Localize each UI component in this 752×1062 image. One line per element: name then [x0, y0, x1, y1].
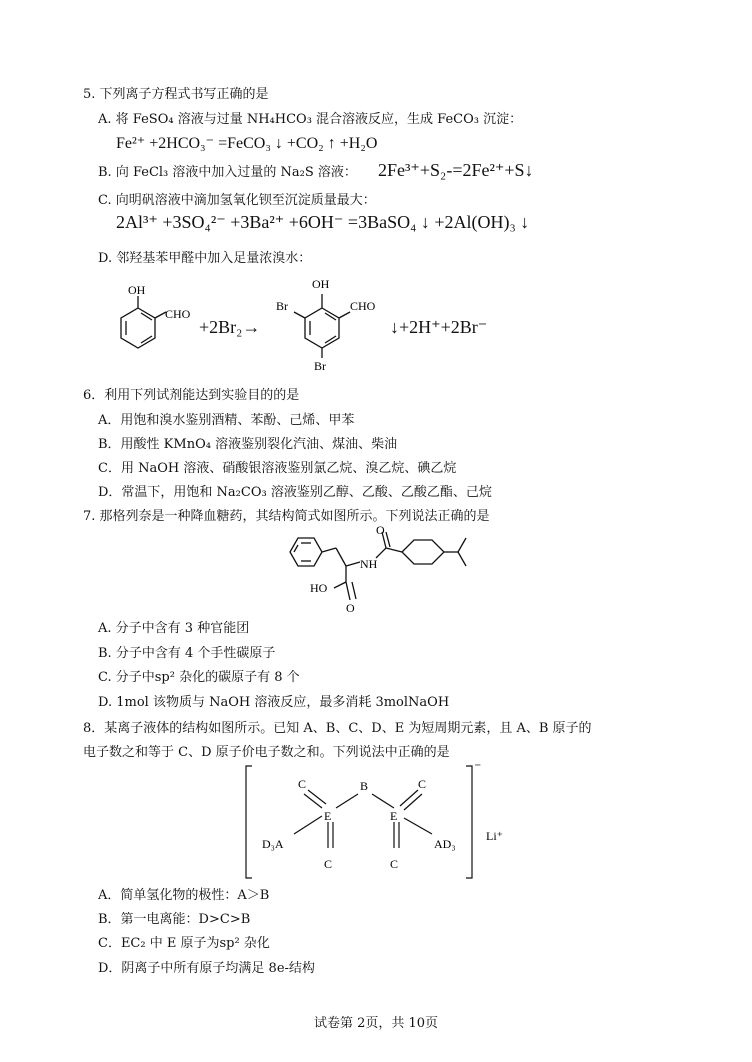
- product-cho-label: CHO: [350, 299, 376, 313]
- q8-e-right: E: [390, 809, 398, 823]
- q7-option-a: A. 分子中含有 3 种官能团: [98, 621, 250, 636]
- q5-option-b-equation: 2Fe³⁺+S₂-=2Fe²⁺+S↓: [378, 160, 534, 180]
- q6-option-d: D．常温下，用饱和 Na₂CO₃ 溶液鉴别乙醇、乙酸、乙酸乙酯、己烷: [98, 485, 492, 500]
- q8-li-cation: Li⁺: [486, 829, 503, 843]
- product-br-bottom: Br: [314, 359, 326, 373]
- q8-e-left: E: [324, 809, 332, 823]
- ionic-liquid-structure: [240, 762, 530, 884]
- dibromo-salicylaldehyde-structure: [272, 272, 392, 374]
- q8-b-center: B: [360, 779, 369, 793]
- q8-d3a-label: D₃A: [262, 837, 284, 851]
- q8-option-c: C．EC₂ 中 E 原子为sp² 杂化: [98, 936, 270, 951]
- q5-option-a-equation: Fe²⁺ +2HCO₃⁻ =FeCO₃ ↓ +CO₂ ↑ +H₂O: [116, 135, 378, 152]
- q7-carbonyl-o: O: [376, 526, 385, 537]
- product-oh-label: OH: [312, 277, 330, 291]
- q8-option-a: A．简单氢化物的极性：A＞B: [98, 888, 270, 903]
- q5-option-b-label: B. 向 FeCl₃ 溶液中加入过量的 Na₂S 溶液：: [98, 165, 357, 180]
- cho-label: CHO: [165, 307, 191, 321]
- q8-anion-charge: ⁻: [474, 762, 482, 776]
- oh-label: OH: [128, 283, 146, 297]
- q7-option-d: D. 1mol 该物质与 NaOH 溶液反应，最多消耗 3molNaOH: [98, 695, 450, 710]
- q5-d-reactant-text: +2Br₂→: [199, 317, 261, 337]
- page-footer: 试卷第 2页，共 10页: [313, 1016, 439, 1031]
- q6-option-c: C．用 NaOH 溶液、硝酸银溶液鉴别氯乙烷、溴乙烷、碘乙烷: [98, 461, 457, 476]
- q5-option-c-equation: 2Al³⁺ +3SO₄²⁻ +3Ba²⁺ +6OH⁻ =3BaSO₄ ↓ +2Al(OH)₃ ↓: [116, 212, 530, 232]
- q8-c-bottom-left: C: [324, 857, 333, 871]
- q7-acid-o: O: [346, 601, 355, 615]
- q7-nh-label: NH: [360, 557, 378, 571]
- q7-ho-label: HO: [310, 581, 328, 595]
- q6-stem: 6．利用下列试剂能达到实验目的的是: [83, 388, 300, 403]
- q8-stem-line-2: 电子数之和等于 C、D 原子价电子数之和。下列说法中正确的是: [83, 745, 450, 760]
- q8-option-d: D．阴离子中所有原子均满足 8e-结构: [98, 961, 315, 976]
- q7-stem: 7. 那格列奈是一种降血糖药，其结构简式如图所示。下列说法正确的是: [83, 509, 490, 524]
- q8-stem-line-1: 8．某离子液体的结构如图所示。已知 A、B、C、D、E 为短周期元素，且 A、B 原子的: [83, 721, 592, 736]
- q5-stem: 5. 下列离子方程式书写正确的是: [83, 87, 269, 102]
- q6-option-a: A．用饱和溴水鉴别酒精、苯酚、己烯、甲苯: [98, 413, 355, 428]
- q5-option-d: D. 邻羟基苯甲醛中加入足量浓溴水：: [98, 251, 312, 266]
- q8-option-b: B．第一电离能：D>C>B: [98, 912, 251, 927]
- salicylaldehyde-structure: [108, 282, 204, 362]
- q8-ad3-label: AD₃: [434, 837, 456, 851]
- q5-d-product-text: ↓+2H⁺+2Br⁻: [390, 317, 488, 337]
- q7-option-c: C. 分子中sp² 杂化的碳原子有 8 个: [98, 670, 300, 685]
- q8-c-top-right: C: [418, 777, 427, 791]
- q5-option-a: A. 将 FeSO₄ 溶液与过量 NH₄HCO₃ 混合溶液反应，生成 FeCO₃ 沉淀：: [98, 112, 523, 127]
- q6-option-b: B．用酸性 KMnO₄ 溶液鉴别裂化汽油、煤油、柴油: [98, 437, 398, 452]
- nateglinide-structure: [278, 526, 508, 618]
- q8-c-bottom-right: C: [390, 857, 399, 871]
- q7-option-b: B. 分子中含有 4 个手性碳原子: [98, 646, 276, 661]
- q8-c-top-left: C: [298, 777, 307, 791]
- q5-option-c: C. 向明矾溶液中滴加氢氧化钡至沉淀质量最大：: [98, 193, 376, 208]
- product-br-left: Br: [276, 299, 288, 313]
